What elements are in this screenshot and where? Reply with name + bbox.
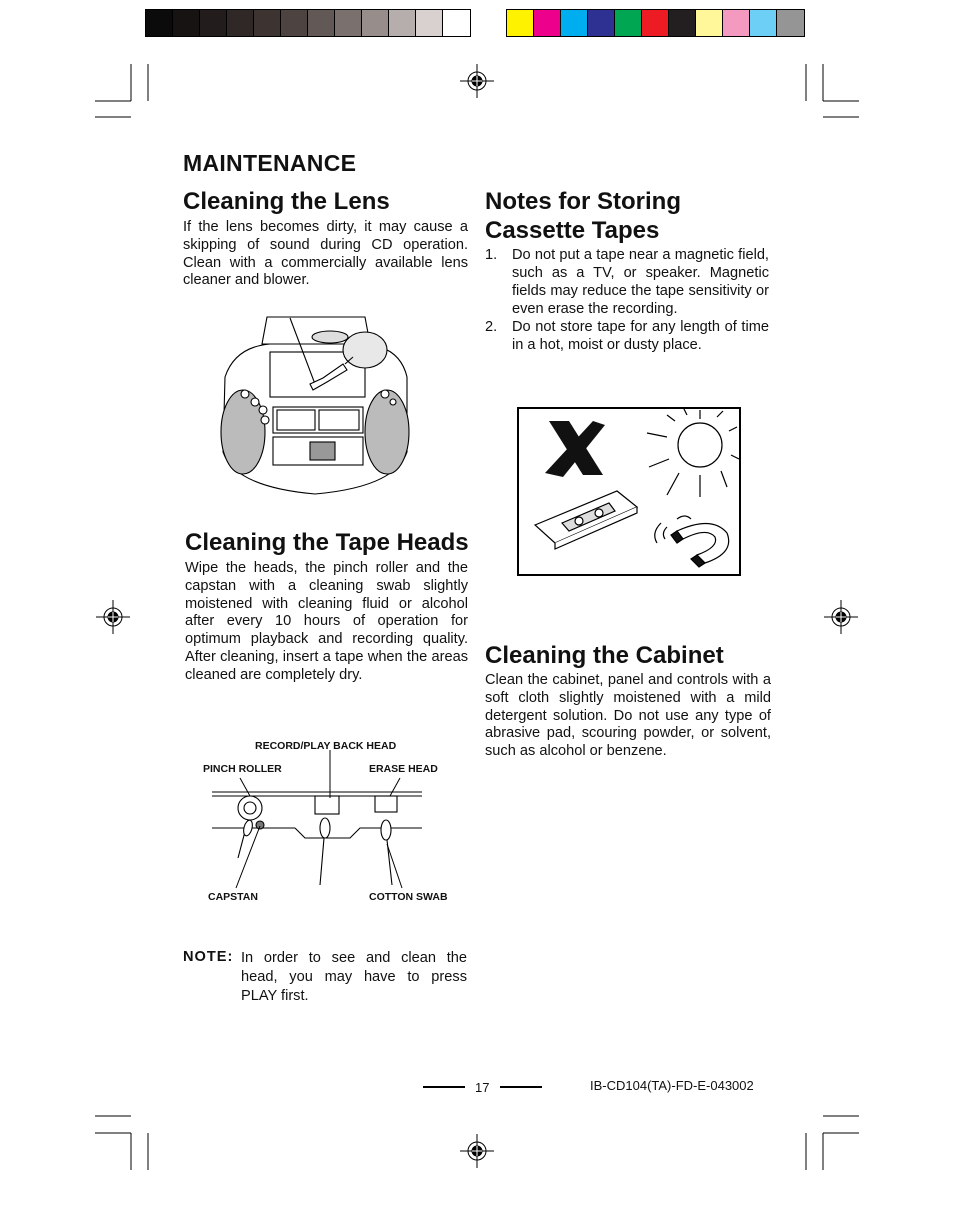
label-capstan: CAPSTAN (208, 891, 258, 903)
tape-head-diagram (210, 750, 450, 895)
note-text: In order to see and clean the head, you may have to press PLAY first. (241, 950, 467, 1004)
label-cotton-swab: COTTON SWAB (369, 891, 448, 903)
registration-mark (460, 64, 494, 98)
document-code: IB-CD104(TA)-FD-E-043002 (590, 1078, 754, 1093)
list-number: 1. (485, 247, 498, 263)
registration-mark (460, 1134, 494, 1168)
footer-rule-right (500, 1086, 542, 1088)
registration-mark (96, 600, 130, 634)
list-text: Do not store tape for any length of time in a hot, moist or dusty place. (512, 319, 769, 353)
registration-mark (824, 600, 858, 634)
note-label: NOTE: (183, 949, 234, 965)
storing-title-line1: Notes for Storing (485, 188, 681, 215)
cabinet-title: Cleaning the Cabinet (485, 642, 724, 669)
boombox-illustration (215, 302, 415, 497)
list-item (485, 318, 769, 354)
lens-title: Cleaning the Lens (183, 188, 390, 215)
label-pinch-roller: PINCH ROLLER (203, 763, 282, 775)
label-record-play-head: RECORD/PLAY BACK HEAD (255, 740, 397, 752)
list-number: 2. (485, 319, 498, 335)
page-number: 17 (475, 1080, 490, 1095)
tape-heads-text: Wipe the heads, the pinch roller and the capstan with a cleaning swab slightly moistened with cleaning fluid or alcohol after every 10 hours of operation for optimum playback and recording quality. After cleaning, insert a tape when the areas cleaned are completely dry. (185, 560, 468, 683)
list-item (485, 246, 769, 318)
tape-heads-title: Cleaning the Tape Heads (185, 529, 469, 556)
footer-rule-left (423, 1086, 465, 1088)
storage-warning-illustration (517, 407, 742, 577)
lens-text: If the lens becomes dirty, it may cause a skipping of sound during CD operation. Clean with a commercially available lens cleaner and blower. (183, 219, 468, 289)
storing-title-line2: Cassette Tapes (485, 217, 660, 244)
storing-list (485, 246, 769, 354)
list-text: Do not put a tape near a magnetic field, such as a TV, or speaker. Magnetic fields may reduce the tape sensitivity or even erase the recording. (512, 247, 769, 317)
page-heading: MAINTENANCE (183, 150, 357, 176)
label-erase-head: ERASE HEAD (369, 763, 438, 775)
cabinet-text: Clean the cabinet, panel and controls with a soft cloth slightly moistened with a mild detergent solution. Do not use any type of abrasive pad, scouring powder, or solvent, such as alcohol or benzene. (485, 672, 771, 760)
